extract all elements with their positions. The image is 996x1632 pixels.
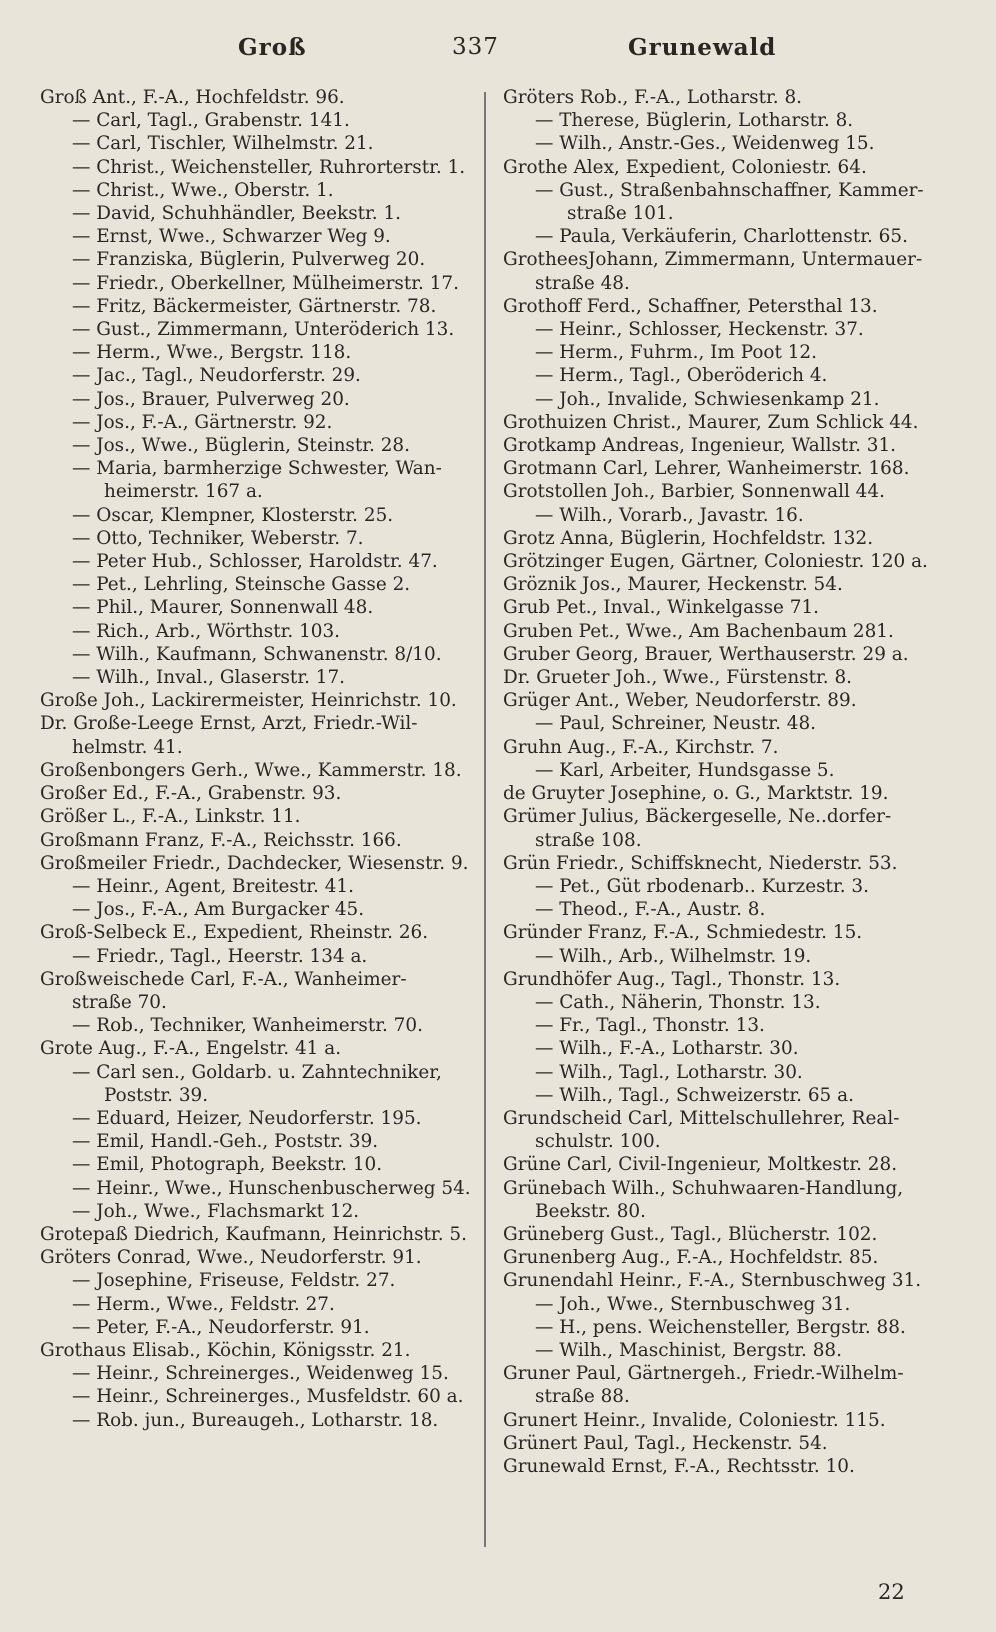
directory-entry bbox=[40, 109, 480, 132]
entry-text: Grüne Carl, Civil-Ingenieur, Moltkestr. 28. bbox=[503, 1154, 898, 1176]
entry-text: — Jac., Tagl., Neudorferstr. 29. bbox=[72, 365, 361, 387]
entry-continuation: schulstr. 100. bbox=[535, 1131, 661, 1153]
entry-text: Grotz Anna, Büglerin, Hochfeldstr. 132. bbox=[503, 527, 874, 549]
entry-text: Grüger Ant., Weber, Neudorferstr. 89. bbox=[503, 690, 857, 712]
directory-entry bbox=[40, 527, 480, 550]
directory-entry bbox=[40, 1107, 480, 1130]
directory-entry bbox=[503, 434, 943, 457]
directory-entry bbox=[503, 504, 943, 527]
entry-text: — Jos., F.-A., Gärtnerstr. 92. bbox=[72, 411, 333, 433]
directory-entry bbox=[503, 86, 943, 109]
directory-entry bbox=[503, 550, 943, 573]
directory-entry bbox=[503, 248, 943, 294]
directory-entry bbox=[40, 295, 480, 318]
header-right-term: Grunewald bbox=[628, 34, 777, 61]
directory-entry bbox=[503, 109, 943, 132]
entry-text: — Emil, Photograph, Beekstr. 10. bbox=[72, 1154, 383, 1176]
entry-text: — Wilh., Maschinist, Bergstr. 88. bbox=[535, 1339, 842, 1361]
entry-text: Grotmann Carl, Lehrer, Wanheimerstr. 168. bbox=[503, 458, 910, 480]
entry-text: Gruben Pet., Wwe., Am Bachenbaum 281. bbox=[503, 620, 894, 642]
entry-text: — Wilh., Arb., Wilhelmstr. 19. bbox=[535, 945, 812, 967]
directory-entry bbox=[503, 1432, 943, 1455]
directory-entry bbox=[40, 179, 480, 202]
directory-entry bbox=[503, 782, 943, 805]
directory-entry bbox=[503, 805, 943, 851]
directory-entry bbox=[40, 1409, 480, 1432]
entry-text: Grotstollen Joh., Barbier, Sonnenwall 44. bbox=[503, 481, 885, 503]
directory-entry bbox=[503, 573, 943, 596]
directory-entry bbox=[503, 1455, 943, 1478]
directory-entry bbox=[503, 875, 943, 898]
column-divider bbox=[484, 92, 486, 1547]
entry-text: — Heinr., Schreinerges., Musfeldstr. 60 a. bbox=[72, 1386, 464, 1408]
directory-entry bbox=[40, 1362, 480, 1385]
entry-text: — Pet., Güt rbodenarb.. Kurzestr. 3. bbox=[535, 875, 869, 897]
directory-entry bbox=[503, 968, 943, 991]
entry-text: — Eduard, Heizer, Neudorferstr. 195. bbox=[72, 1107, 422, 1129]
entry-text: Gruhn Aug., F.-A., Kirchstr. 7. bbox=[503, 736, 779, 758]
directory-entry bbox=[40, 1200, 480, 1223]
entry-text: Großmann Franz, F.-A., Reichsstr. 166. bbox=[40, 829, 402, 851]
entry-text: — Rob. jun., Bureaugeh., Lotharstr. 18. bbox=[72, 1409, 439, 1431]
directory-entry bbox=[503, 852, 943, 875]
entry-text: — Carl, Tagl., Grabenstr. 141. bbox=[72, 110, 350, 132]
directory-entry bbox=[503, 1246, 943, 1269]
entry-text: Grothoff Ferd., Schaffner, Petersthal 13. bbox=[503, 295, 878, 317]
entry-text: — Herm., Wwe., Bergstr. 118. bbox=[72, 342, 352, 364]
entry-continuation: straße 88. bbox=[535, 1386, 630, 1408]
entry-continuation: Beekstr. 80. bbox=[535, 1200, 646, 1222]
directory-entry bbox=[40, 1339, 480, 1362]
entry-text: Grundscheid Carl, Mittelschullehrer, Real- bbox=[503, 1107, 900, 1129]
directory-entry bbox=[503, 1223, 943, 1246]
entry-text: — Herm., Wwe., Feldstr. 27. bbox=[72, 1293, 335, 1315]
directory-entry bbox=[40, 1223, 480, 1246]
entry-text: Grün Friedr., Schiffsknecht, Niederstr. 53. bbox=[503, 852, 898, 874]
entry-text: — Wilh., Inval., Glaserstr. 17. bbox=[72, 667, 346, 689]
directory-entry bbox=[503, 132, 943, 155]
directory-entry bbox=[40, 1061, 480, 1107]
entry-text: — Fritz, Bäckermeister, Gärtnerstr. 78. bbox=[72, 295, 437, 317]
directory-entry bbox=[503, 759, 943, 782]
directory-entry bbox=[503, 318, 943, 341]
directory-entry bbox=[503, 596, 943, 619]
entry-text: — Jos., Brauer, Pulverweg 20. bbox=[72, 388, 350, 410]
directory-entry bbox=[40, 921, 480, 944]
entry-text: — H., pens. Weichensteller, Bergstr. 88. bbox=[535, 1316, 906, 1338]
entry-text: — Paula, Verkäuferin, Charlottenstr. 65. bbox=[535, 226, 908, 248]
directory-entry bbox=[503, 1037, 943, 1060]
entry-text: — Joh., Invalide, Schwiesenkamp 21. bbox=[535, 388, 880, 410]
entry-text: — Paul, Schreiner, Neustr. 48. bbox=[535, 713, 817, 735]
entry-text: — Pet., Lehrling, Steinsche Gasse 2. bbox=[72, 574, 411, 596]
directory-entry bbox=[503, 945, 943, 968]
directory-entry bbox=[503, 1362, 943, 1408]
directory-entry bbox=[40, 434, 480, 457]
entry-text: — Otto, Techniker, Weberstr. 7. bbox=[72, 527, 364, 549]
directory-entry bbox=[40, 388, 480, 411]
directory-entry bbox=[40, 759, 480, 782]
entry-text: Groß-Selbeck E., Expedient, Rheinstr. 26. bbox=[40, 922, 429, 944]
directory-entry bbox=[503, 1153, 943, 1176]
directory-entry bbox=[40, 411, 480, 434]
directory-entry bbox=[40, 248, 480, 271]
entry-text: Gründer Franz, F.-A., Schmiedestr. 15. bbox=[503, 922, 863, 944]
entry-text: Grunendahl Heinr., F.-A., Sternbuschweg 31. bbox=[503, 1270, 922, 1292]
entry-text: Gröters Conrad, Wwe., Neudorferstr. 91. bbox=[40, 1247, 422, 1269]
directory-entry bbox=[503, 480, 943, 503]
entry-text: — Ernst, Wwe., Schwarzer Weg 9. bbox=[72, 226, 391, 248]
entry-text: — Josephine, Friseuse, Feldstr. 27. bbox=[72, 1270, 396, 1292]
directory-entry bbox=[503, 1339, 943, 1362]
entry-text: — Wilh., Vorarb., Javastr. 16. bbox=[535, 504, 804, 526]
entry-text: — Heinr., Wwe., Hunschenbuscherweg 54. bbox=[72, 1177, 471, 1199]
header-left-term: Groß bbox=[238, 34, 307, 61]
entry-text: Grundhöfer Aug., Tagl., Thonstr. 13. bbox=[503, 968, 841, 990]
directory-entry bbox=[40, 596, 480, 619]
directory-entry bbox=[40, 272, 480, 295]
entry-text: — Oscar, Klempner, Klosterstr. 25. bbox=[72, 504, 394, 526]
entry-text: — Heinr., Schlosser, Heckenstr. 37. bbox=[535, 319, 864, 341]
directory-entry bbox=[503, 1014, 943, 1037]
directory-entry bbox=[503, 736, 943, 759]
directory-entry bbox=[503, 898, 943, 921]
entry-text: — Carl sen., Goldarb. u. Zahntechniker, bbox=[72, 1061, 442, 1083]
entry-text: de Gruyter Josephine, o. G., Marktstr. 19. bbox=[503, 783, 889, 805]
directory-entry bbox=[40, 666, 480, 689]
entry-text: — Heinr., Agent, Breitestr. 41. bbox=[72, 875, 354, 897]
page-number: 337 bbox=[452, 34, 499, 60]
entry-text: — Wilh., F.-A., Lotharstr. 30. bbox=[535, 1038, 799, 1060]
entry-text: Größer L., F.-A., Linkstr. 11. bbox=[40, 806, 301, 828]
directory-entry bbox=[40, 457, 480, 503]
entry-text: — David, Schuhhändler, Beekstr. 1. bbox=[72, 203, 402, 225]
directory-entry bbox=[40, 1037, 480, 1060]
directory-entry bbox=[40, 225, 480, 248]
directory-entry bbox=[40, 805, 480, 828]
entry-text: Dr. Grueter Joh., Wwe., Fürstenstr. 8. bbox=[503, 667, 853, 689]
entry-text: — Emil, Handl.-Geh., Poststr. 39. bbox=[72, 1131, 379, 1153]
entry-text: Grote Aug., F.-A., Engelstr. 41 a. bbox=[40, 1038, 342, 1060]
directory-entry bbox=[40, 1130, 480, 1153]
directory-entry bbox=[503, 1084, 943, 1107]
entry-text: Großweischede Carl, F.-A., Wanheimer- bbox=[40, 968, 407, 990]
directory-entry bbox=[503, 179, 943, 225]
directory-entry bbox=[40, 620, 480, 643]
signature-mark: 22 bbox=[878, 1580, 905, 1604]
directory-entry bbox=[503, 666, 943, 689]
entry-text: — Friedr., Oberkellner, Mülheimerstr. 17. bbox=[72, 272, 459, 294]
entry-text: Grunenberg Aug., F.-A., Hochfeldstr. 85. bbox=[503, 1247, 879, 1269]
entry-text: Groß Ant., F.-A., Hochfeldstr. 96. bbox=[40, 87, 345, 108]
directory-entry bbox=[503, 1293, 943, 1316]
entry-text: — Wilh., Anstr.-Ges., Weidenweg 15. bbox=[535, 133, 875, 155]
entry-text: Große Joh., Lackirermeister, Heinrichstr. 10. bbox=[40, 690, 457, 712]
entry-text: Grothuizen Christ., Maurer, Zum Schlick 44. bbox=[503, 411, 919, 433]
entry-text: Grötzinger Eugen, Gärtner, Coloniestr. 120 a. bbox=[503, 551, 928, 573]
directory-entry bbox=[503, 991, 943, 1014]
directory-entry bbox=[503, 1316, 943, 1339]
directory-entry bbox=[40, 1316, 480, 1339]
entry-text: — Joh., Wwe., Sternbuschweg 31. bbox=[535, 1293, 851, 1315]
entry-text: Grotepaß Diedrich, Kaufmann, Heinrichstr. 5. bbox=[40, 1223, 467, 1245]
entry-text: — Therese, Büglerin, Lotharstr. 8. bbox=[535, 110, 854, 132]
entry-continuation: Poststr. 39. bbox=[104, 1084, 209, 1106]
directory-entry bbox=[503, 620, 943, 643]
entry-text: — Gust., Straßenbahnschaffner, Kammer- bbox=[535, 179, 924, 201]
entry-text: Grub Pet., Inval., Winkelgasse 71. bbox=[503, 597, 819, 619]
entry-text: Grunewald Ernst, F.-A., Rechtsstr. 10. bbox=[503, 1455, 855, 1477]
entry-text: Großenbongers Gerh., Wwe., Kammerstr. 18. bbox=[40, 759, 462, 781]
directory-entry bbox=[40, 875, 480, 898]
entry-text: — Peter, F.-A., Neudorferstr. 91. bbox=[72, 1316, 370, 1338]
entry-text: — Karl, Arbeiter, Hundsgasse 5. bbox=[535, 759, 835, 781]
directory-entry bbox=[40, 782, 480, 805]
entry-text: — Rich., Arb., Wörthstr. 103. bbox=[72, 620, 341, 642]
directory-entry bbox=[503, 1107, 943, 1153]
directory-entry bbox=[40, 712, 480, 758]
entry-text: — Christ., Wwe., Oberstr. 1. bbox=[72, 179, 334, 201]
entry-continuation: helmstr. 41. bbox=[72, 736, 183, 758]
directory-entry bbox=[503, 388, 943, 411]
entry-text: — Jos., F.-A., Am Burgacker 45. bbox=[72, 899, 365, 921]
directory-entry bbox=[40, 86, 480, 109]
directory-entry bbox=[503, 643, 943, 666]
entry-continuation: straße 101. bbox=[567, 203, 674, 225]
entry-continuation: heimerstr. 167 a. bbox=[104, 481, 263, 503]
entry-text: — Herm., Tagl., Oberöderich 4. bbox=[535, 365, 828, 387]
entry-text: Grünert Paul, Tagl., Heckenstr. 54. bbox=[503, 1432, 828, 1454]
entry-text: Grunert Heinr., Invalide, Coloniestr. 115. bbox=[503, 1409, 886, 1431]
entry-text: Großmeiler Friedr., Dachdecker, Wiesenstr. 9. bbox=[40, 852, 469, 874]
directory-entry bbox=[40, 1014, 480, 1037]
entry-text: — Fr., Tagl., Thonstr. 13. bbox=[535, 1015, 765, 1037]
entry-text: Grümer Julius, Bäckergeselle, Ne..dorfer- bbox=[503, 806, 892, 828]
directory-entry bbox=[503, 1269, 943, 1292]
entry-continuation: straße 108. bbox=[535, 829, 642, 851]
entry-text: Grünebach Wilh., Schuhwaaren-Handlung, bbox=[503, 1177, 904, 1199]
entry-text: Großer Ed., F.-A., Grabenstr. 93. bbox=[40, 783, 342, 805]
left-column bbox=[40, 86, 480, 1432]
directory-entry bbox=[503, 1177, 943, 1223]
entry-text: Grothaus Elisab., Köchin, Königsstr. 21. bbox=[40, 1339, 411, 1361]
entry-text: — Cath., Näherin, Thonstr. 13. bbox=[535, 991, 821, 1013]
entry-text: Grotkamp Andreas, Ingenieur, Wallstr. 31. bbox=[503, 435, 897, 457]
directory-entry bbox=[40, 689, 480, 712]
entry-text: GrotheesJohann, Zimmermann, Untermauer- bbox=[503, 249, 923, 271]
directory-entry bbox=[503, 341, 943, 364]
entry-text: — Maria, barmherzige Schwester, Wan- bbox=[72, 458, 442, 480]
entry-text: Gröters Rob., F.-A., Lotharstr. 8. bbox=[503, 87, 803, 108]
directory-entry bbox=[40, 1153, 480, 1176]
entry-text: — Joh., Wwe., Flachsmarkt 12. bbox=[72, 1200, 360, 1222]
directory-entry bbox=[40, 945, 480, 968]
directory-entry bbox=[503, 712, 943, 735]
directory-entry bbox=[503, 295, 943, 318]
entry-text: Dr. Große-Leege Ernst, Arzt, Friedr.-Wil- bbox=[40, 713, 418, 735]
entry-text: — Peter Hub., Schlosser, Haroldstr. 47. bbox=[72, 551, 438, 573]
directory-entry bbox=[503, 921, 943, 944]
entry-text: Grüneberg Gust., Tagl., Blücherstr. 102. bbox=[503, 1223, 878, 1245]
entry-text: — Jos., Wwe., Büglerin, Steinstr. 28. bbox=[72, 435, 410, 457]
entry-text: — Theod., F.-A., Austr. 8. bbox=[535, 899, 766, 921]
directory-entry bbox=[40, 341, 480, 364]
directory-entry bbox=[503, 689, 943, 712]
directory-entry bbox=[40, 1385, 480, 1408]
directory-entry bbox=[40, 364, 480, 387]
directory-entry bbox=[40, 202, 480, 225]
directory-entry bbox=[40, 132, 480, 155]
directory-entry bbox=[503, 156, 943, 179]
directory-entry bbox=[503, 225, 943, 248]
entry-text: — Christ., Weichensteller, Ruhrorterstr. 1. bbox=[72, 156, 466, 178]
directory-entry bbox=[40, 898, 480, 921]
entry-text: — Carl, Tischler, Wilhelmstr. 21. bbox=[72, 133, 374, 155]
directory-entry bbox=[40, 829, 480, 852]
right-column bbox=[503, 86, 943, 1478]
entry-text: — Wilh., Tagl., Schweizerstr. 65 a. bbox=[535, 1084, 854, 1106]
entry-text: Gröznik Jos., Maurer, Heckenstr. 54. bbox=[503, 574, 843, 596]
entry-text: — Friedr., Tagl., Heerstr. 134 a. bbox=[72, 945, 368, 967]
entry-text: — Herm., Fuhrm., Im Poot 12. bbox=[535, 342, 817, 364]
entry-text: Grothe Alex, Expedient, Coloniestr. 64. bbox=[503, 156, 867, 178]
directory-entry bbox=[40, 1246, 480, 1269]
directory-entry bbox=[503, 1409, 943, 1432]
directory-entry bbox=[40, 643, 480, 666]
entry-text: — Wilh., Kaufmann, Schwanenstr. 8/10. bbox=[72, 643, 442, 665]
entry-continuation: straße 70. bbox=[72, 991, 167, 1013]
directory-entry bbox=[40, 318, 480, 341]
directory-entry bbox=[40, 852, 480, 875]
directory-entry bbox=[40, 573, 480, 596]
directory-entry bbox=[503, 411, 943, 434]
directory-entry bbox=[503, 1061, 943, 1084]
entry-continuation: straße 48. bbox=[535, 272, 630, 294]
entry-text: Gruber Georg, Brauer, Werthauserstr. 29 a. bbox=[503, 643, 909, 665]
entry-text: — Rob., Techniker, Wanheimerstr. 70. bbox=[72, 1015, 423, 1037]
directory-entry bbox=[40, 550, 480, 573]
directory-entry bbox=[503, 457, 943, 480]
directory-entry bbox=[40, 504, 480, 527]
directory-entry bbox=[503, 364, 943, 387]
entry-text: — Heinr., Schreinerges., Weidenweg 15. bbox=[72, 1363, 449, 1385]
directory-entry bbox=[40, 1269, 480, 1292]
entry-text: — Wilh., Tagl., Lotharstr. 30. bbox=[535, 1061, 803, 1083]
directory-entry bbox=[503, 527, 943, 550]
directory-entry bbox=[40, 1177, 480, 1200]
directory-entry bbox=[40, 968, 480, 1014]
entry-text: — Phil., Maurer, Sonnenwall 48. bbox=[72, 597, 374, 619]
entry-text: — Gust., Zimmermann, Unteröderich 13. bbox=[72, 319, 455, 341]
directory-entry bbox=[40, 1293, 480, 1316]
entry-text: Gruner Paul, Gärtnergeh., Friedr.-Wilhelm- bbox=[503, 1363, 904, 1385]
directory-entry bbox=[40, 156, 480, 179]
entry-text: — Franziska, Büglerin, Pulverweg 20. bbox=[72, 249, 426, 271]
